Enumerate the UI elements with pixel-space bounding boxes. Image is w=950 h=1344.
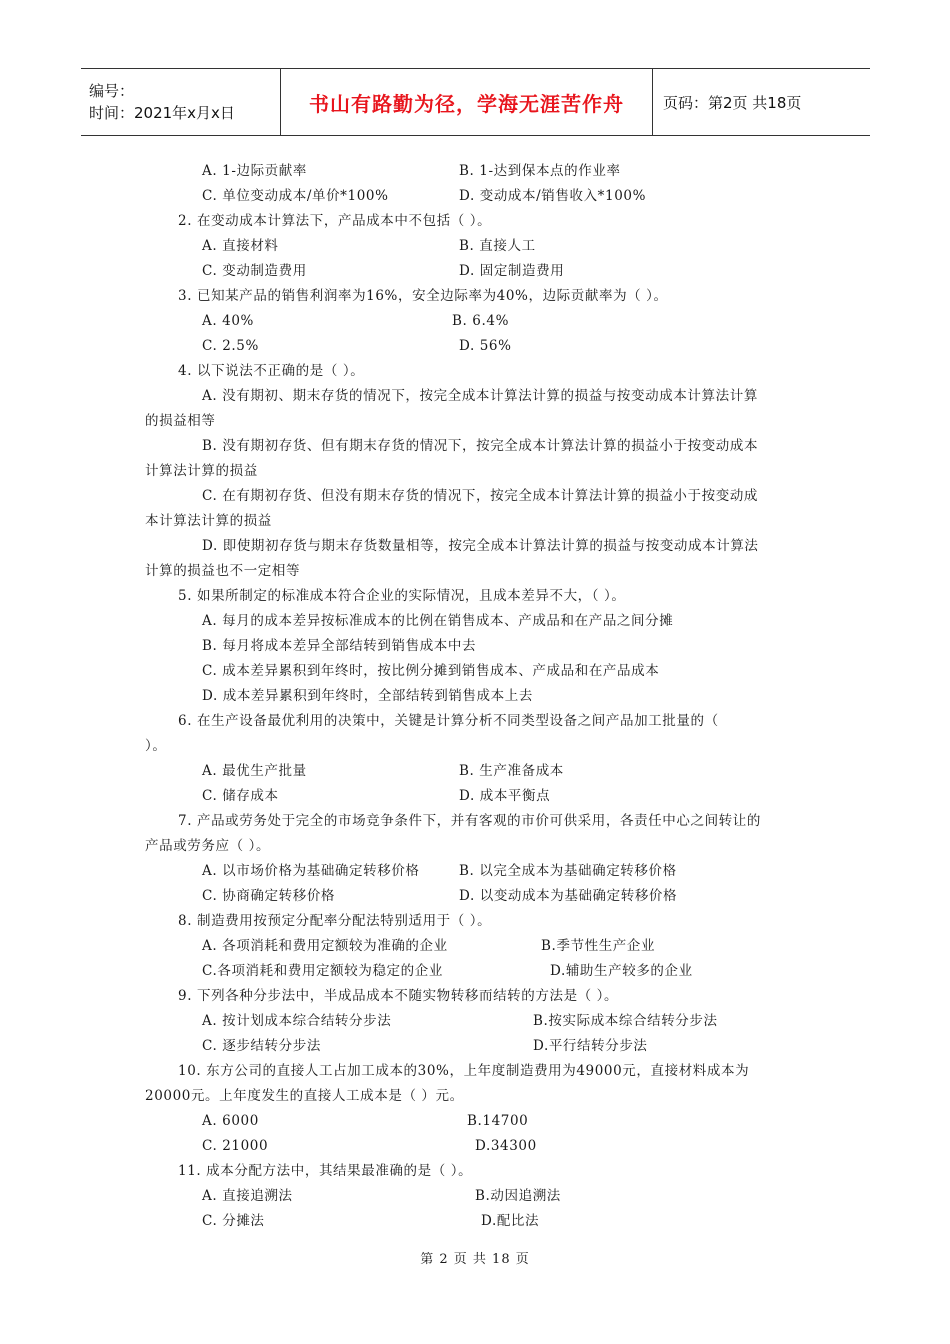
option-line: A. 以市场价格为基础确定转移价格 [202, 863, 420, 879]
page-header [81, 68, 870, 136]
header-info [81, 69, 281, 135]
option-line: D. 成本差异累积到年终时，全部结转到销售成本上去 [202, 688, 533, 704]
option-line: A. 每月的成本差异按标准成本的比例在销售成本、产成品和在产品之间分摊 [202, 613, 674, 629]
option-line: A. 40% [202, 313, 254, 329]
option-line: D.配比法 [481, 1213, 540, 1229]
question-line: ）。 [145, 738, 167, 754]
question-line: 3. 已知某产品的销售利润率为16%，安全边际率为40%，边际贡献率为（ ）。 [178, 288, 668, 304]
option-line: B.季节性生产企业 [541, 938, 656, 954]
question-line: 2. 在变动成本计算法下，产品成本中不包括（ ）。 [178, 213, 492, 229]
option-line: C. 变动制造费用 [202, 263, 307, 279]
option-line: D.辅助生产较多的企业 [550, 963, 693, 979]
option-line: D.平行结转分步法 [533, 1038, 648, 1054]
question-line: 5. 如果所制定的标准成本符合企业的实际情况，且成本差异不大，（ ）。 [178, 588, 626, 604]
option-line: A. 6000 [202, 1113, 259, 1129]
option-line: 计算的损益也不一定相等 [145, 563, 301, 579]
question-line: 4. 以下说法不正确的是（ ）。 [178, 363, 365, 379]
option-line: D. 以变动成本为基础确定转移价格 [459, 888, 678, 904]
option-line: D. 成本平衡点 [459, 788, 551, 804]
option-line: B. 没有期初存货、但有期末存货的情况下，按完全成本计算法计算的损益小于按变动成本 [202, 438, 759, 454]
question-line: 20000元。上年度发生的直接人工成本是（ ）元。 [145, 1088, 464, 1104]
option-line: C. 分摊法 [202, 1213, 265, 1229]
question-line: 7. 产品或劳务处于完全的市场竞争条件下，并有客观的市价可供采用，各责任中心之间转让的 [178, 813, 761, 829]
option-line: A. 最优生产批量 [202, 763, 307, 779]
option-line: B.14700 [467, 1113, 529, 1129]
document-number-label: 编号： [89, 82, 135, 100]
question-line: 10. 东方公司的直接人工占加工成本的30%，上年度制造费用为49000元，直接材料成本为 [178, 1063, 750, 1079]
option-line: B. 以完全成本为基础确定转移价格 [459, 863, 677, 879]
option-line: C.各项消耗和费用定额较为稳定的企业 [202, 963, 443, 979]
option-line: D. 56% [459, 338, 512, 354]
option-line: C. 在有期初存货、但没有期末存货的情况下，按完全成本计算法计算的损益小于按变动成 [202, 488, 759, 504]
question-line: 8. 制造费用按预定分配率分配法特别适用于（ ）。 [178, 913, 492, 929]
option-line: B. 1-达到保本点的作业率 [459, 163, 621, 179]
question-line: 9. 下列各种分步法中，半成品成本不随实物转移而结转的方法是（ ）。 [178, 988, 619, 1004]
option-line: C. 2.5% [202, 338, 259, 354]
option-line: A. 直接追溯法 [202, 1188, 293, 1204]
option-line: 本计算法计算的损益 [145, 513, 272, 529]
option-line: A. 没有期初、期末存货的情况下，按完全成本计算法计算的损益与按变动成本计算法计算 [202, 388, 758, 404]
header-motto-cell [281, 69, 653, 135]
option-line: C. 储存成本 [202, 788, 279, 804]
question-line: 6. 在生产设备最优利用的决策中，关键是计算分析不同类型设备之间产品加工批量的（ [178, 713, 719, 729]
option-line: 的损益相等 [145, 413, 216, 429]
option-line: A. 直接材料 [202, 238, 279, 254]
option-line: A. 各项消耗和费用定额较为准确的企业 [202, 938, 448, 954]
question-line: 产品或劳务应（ ）。 [145, 838, 271, 854]
option-line: C. 协商确定转移价格 [202, 888, 336, 904]
option-line: C. 21000 [202, 1138, 269, 1154]
question-line: 11. 成本分配方法中，其结果最准确的是（ ）。 [178, 1163, 473, 1179]
option-line: D. 变动成本/销售收入*100% [459, 188, 647, 204]
document-date-label: 时间：2021年x月x日 [89, 104, 235, 122]
option-line: B. 直接人工 [459, 238, 536, 254]
option-line: D. 固定制造费用 [459, 263, 565, 279]
option-line: B.动因追溯法 [475, 1188, 561, 1204]
option-line: D. 即使期初存货与期末存货数量相等，按完全成本计算法计算的损益与按变动成本计算法 [202, 538, 759, 554]
option-line: C. 逐步结转分步法 [202, 1038, 321, 1054]
header-page-number: 页码：第2页 共18页 [663, 93, 802, 112]
option-line: 计算法计算的损益 [145, 463, 258, 479]
page-footer: 第 2 页 共 18 页 [420, 1252, 530, 1267]
header-motto: 书山有路勤为径，学海无涯苦作舟 [309, 91, 624, 116]
option-line: A. 按计划成本综合结转分步法 [202, 1013, 392, 1029]
header-page-cell [653, 69, 870, 135]
option-line: A. 1-边际贡献率 [202, 163, 307, 179]
option-line: B.按实际成本综合结转分步法 [533, 1013, 718, 1029]
option-line: B. 6.4% [452, 313, 510, 329]
option-line: D.34300 [475, 1138, 537, 1154]
option-line: C. 成本差异累积到年终时，按比例分摊到销售成本、产成品和在产品成本 [202, 663, 660, 679]
option-line: C. 单位变动成本/单价*100% [202, 188, 389, 204]
option-line: B. 生产准备成本 [459, 763, 564, 779]
option-line: B. 每月将成本差异全部结转到销售成本中去 [202, 638, 477, 654]
